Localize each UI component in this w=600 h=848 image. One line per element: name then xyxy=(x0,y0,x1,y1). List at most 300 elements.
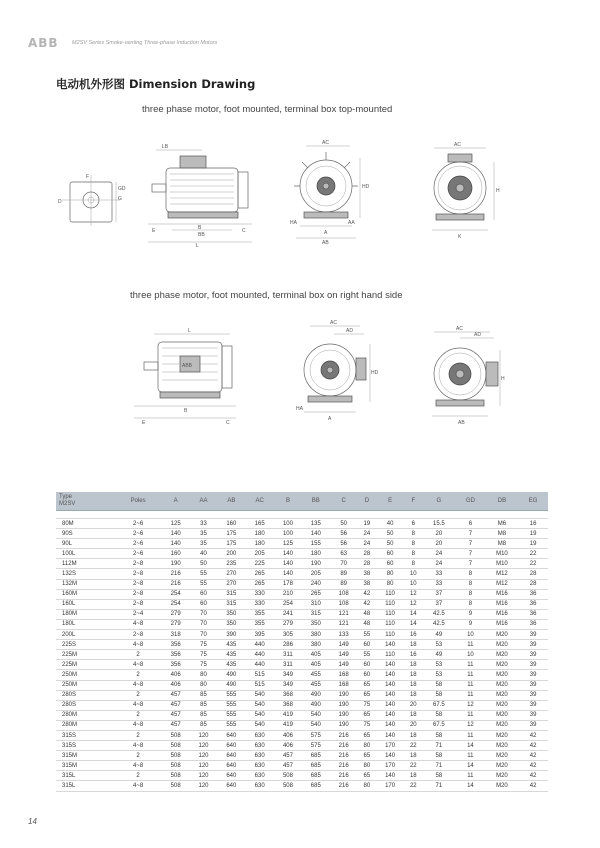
table-cell: 18 xyxy=(404,690,423,700)
table-cell: 457 xyxy=(162,710,190,720)
table-row xyxy=(56,771,548,781)
table-cell: 39 xyxy=(518,720,548,730)
table-cell: 60 xyxy=(358,660,377,670)
table-cell: 36 xyxy=(518,609,548,619)
table-cell: 540 xyxy=(245,710,274,720)
table-cell: 28 xyxy=(358,549,377,559)
label-g: G xyxy=(118,196,122,202)
table-cell: 555 xyxy=(217,690,245,700)
table-cell: 28 xyxy=(518,579,548,589)
table-cell: 39 xyxy=(518,700,548,710)
label-b-bottom: B xyxy=(184,408,188,414)
table-cell: 4~8 xyxy=(114,781,161,791)
table-cell: 395 xyxy=(245,630,274,640)
table-cell: 380 xyxy=(302,640,330,650)
table-cell: 355 xyxy=(245,609,274,619)
table-cell: 20 xyxy=(423,539,456,549)
table-cell: 9 xyxy=(455,609,486,619)
table-cell: 71 xyxy=(423,761,456,771)
table-cell: 440 xyxy=(245,650,274,660)
table-cell: 205 xyxy=(302,569,330,579)
table-cell: 440 xyxy=(245,660,274,670)
table-cell: 457 xyxy=(162,690,190,700)
table-cell: M20 xyxy=(486,741,518,751)
table-cell: 180 xyxy=(245,529,274,539)
table-cell: 110 xyxy=(376,609,404,619)
table-cell: 216 xyxy=(330,741,358,751)
table-cell: 265 xyxy=(245,569,274,579)
table-cell: 6 xyxy=(404,519,423,529)
table-cell: M20 xyxy=(486,670,518,680)
table-cell: 11 xyxy=(455,751,486,761)
table-cell: 140 xyxy=(376,700,404,710)
table-cell: 2 xyxy=(114,771,161,781)
table-cell: 140 xyxy=(274,559,302,569)
table-cell: 508 xyxy=(274,771,302,781)
table-cell: 36 xyxy=(518,619,548,629)
table-cell: 40 xyxy=(376,519,404,529)
table-cell: 120 xyxy=(190,751,218,761)
table-cell: 35 xyxy=(190,529,218,539)
table-cell: 16 xyxy=(404,650,423,660)
table-cell: 349 xyxy=(274,670,302,680)
table-cell: 9 xyxy=(455,619,486,629)
table-cell: 205 xyxy=(245,549,274,559)
table-cell: 110 xyxy=(376,630,404,640)
table-cell: 170 xyxy=(376,741,404,751)
table-cell: 50 xyxy=(376,539,404,549)
table-cell: 457 xyxy=(274,751,302,761)
table-row xyxy=(56,529,548,539)
table-cell: 540 xyxy=(245,690,274,700)
table-cell: 110 xyxy=(376,589,404,599)
col-header-type-top: Type xyxy=(59,494,73,500)
table-cell: 80 xyxy=(358,781,377,791)
col-header: DB xyxy=(486,492,518,511)
table-cell: 70 xyxy=(190,619,218,629)
table-cell: 380 xyxy=(302,630,330,640)
table-cell: 100 xyxy=(274,529,302,539)
table-cell: 60 xyxy=(358,640,377,650)
table-cell: M20 xyxy=(486,680,518,690)
side-view-right-drawing xyxy=(124,326,254,428)
table-cell: 11 xyxy=(455,660,486,670)
table-cell: M20 xyxy=(486,650,518,660)
table-cell: 508 xyxy=(162,741,190,751)
table-cell: 286 xyxy=(274,640,302,650)
shaft-end-view-drawing xyxy=(56,170,126,230)
table-cell: 140 xyxy=(162,529,190,539)
table-cell: 12 xyxy=(455,700,486,710)
table-cell: 140 xyxy=(376,751,404,761)
table-cell: 20 xyxy=(404,720,423,730)
table-cell: 140 xyxy=(376,640,404,650)
table-cell: 685 xyxy=(302,781,330,791)
table-cell: 42 xyxy=(518,771,548,781)
table-cell: 10 xyxy=(404,579,423,589)
table-cell: 67.5 xyxy=(423,700,456,710)
table-cell: 2~8 xyxy=(114,630,161,640)
table-cell: 640 xyxy=(217,751,245,761)
label-ha-right: HA xyxy=(296,406,303,412)
table-cell: 85 xyxy=(190,720,218,730)
table-cell: 18 xyxy=(404,730,423,740)
table-cell: 149 xyxy=(330,660,358,670)
table-cell: 39 xyxy=(518,690,548,700)
label-bb: BB xyxy=(198,232,205,238)
table-cell: 490 xyxy=(217,680,245,690)
table-cell: 7 xyxy=(455,549,486,559)
table-cell: 110 xyxy=(376,599,404,609)
label-e: E xyxy=(152,228,156,234)
table-cell: M16 xyxy=(486,609,518,619)
col-header: C xyxy=(330,492,358,511)
label-a-right: A xyxy=(328,416,332,422)
table-row xyxy=(56,690,548,700)
rear-view-right-drawing xyxy=(420,324,506,428)
table-cell: M20 xyxy=(486,771,518,781)
table-cell: 60 xyxy=(358,670,377,680)
table-cell: M12 xyxy=(486,569,518,579)
table-row xyxy=(56,640,548,650)
table-cell: 2~8 xyxy=(114,559,161,569)
table-cell: 80 xyxy=(190,670,218,680)
table-row xyxy=(56,670,548,680)
table-cell: 125 xyxy=(274,539,302,549)
col-header: BB xyxy=(302,492,330,511)
label-a: A xyxy=(324,230,328,236)
table-cell: 39 xyxy=(518,640,548,650)
table-cell: 265 xyxy=(302,589,330,599)
table-cell: 279 xyxy=(274,619,302,629)
table-cell: 350 xyxy=(302,619,330,629)
table-cell: 180 xyxy=(245,539,274,549)
table-cell: 2 xyxy=(114,690,161,700)
table-cell: 10 xyxy=(404,569,423,579)
table-cell: 216 xyxy=(330,761,358,771)
table-cell: 630 xyxy=(245,741,274,751)
table-cell: 2~6 xyxy=(114,539,161,549)
table-cell: 350 xyxy=(217,609,245,619)
label-e-bottom: E xyxy=(142,420,146,426)
table-cell: 515 xyxy=(245,680,274,690)
table-cell: 140 xyxy=(302,529,330,539)
table-cell: 33 xyxy=(423,569,456,579)
table-cell: M6 xyxy=(486,519,518,529)
table-cell: 120 xyxy=(190,761,218,771)
table-cell: 419 xyxy=(274,720,302,730)
table-cell: 140 xyxy=(376,660,404,670)
table-cell: 190 xyxy=(302,559,330,569)
table-cell: 24 xyxy=(358,529,377,539)
label-c: C xyxy=(242,228,246,234)
table-cell: 457 xyxy=(274,761,302,771)
table-cell: 640 xyxy=(217,761,245,771)
table-cell: 175 xyxy=(217,529,245,539)
table-cell: 4~8 xyxy=(114,660,161,670)
table-cell: 14 xyxy=(455,781,486,791)
abb-logo: ABB xyxy=(28,36,59,50)
type-cell: 90L xyxy=(56,539,114,549)
table-cell: 270 xyxy=(217,579,245,589)
table-cell: 24 xyxy=(358,539,377,549)
table-cell: 36 xyxy=(518,589,548,599)
table-cell: 235 xyxy=(217,559,245,569)
table-cell: 435 xyxy=(217,660,245,670)
table-cell: 49 xyxy=(423,630,456,640)
dimension-table xyxy=(56,492,548,792)
table-cell: 42 xyxy=(358,589,377,599)
table-cell: 140 xyxy=(376,690,404,700)
table-cell: 356 xyxy=(162,650,190,660)
table-cell: 22 xyxy=(404,781,423,791)
table-cell: 60 xyxy=(376,549,404,559)
table-cell: 11 xyxy=(455,680,486,690)
table-cell: 4~8 xyxy=(114,680,161,690)
table-cell: 356 xyxy=(162,660,190,670)
table-cell: 18 xyxy=(404,640,423,650)
table-body xyxy=(56,511,548,792)
col-header: AA xyxy=(190,492,218,511)
label-h: H xyxy=(496,188,500,194)
table-cell: 135 xyxy=(302,519,330,529)
table-cell: 70 xyxy=(190,630,218,640)
table-cell: 575 xyxy=(302,730,330,740)
table-cell: 42 xyxy=(518,730,548,740)
table-cell: 33 xyxy=(423,579,456,589)
type-cell: 250M xyxy=(56,670,114,680)
table-row xyxy=(56,539,548,549)
table-cell: 575 xyxy=(302,741,330,751)
table-cell: 10 xyxy=(455,630,486,640)
table-cell: 121 xyxy=(330,609,358,619)
table-cell: 50 xyxy=(190,559,218,569)
table-cell: 490 xyxy=(302,690,330,700)
table-cell: M10 xyxy=(486,559,518,569)
table-cell: 216 xyxy=(330,751,358,761)
table-cell: 2 xyxy=(114,730,161,740)
type-cell: 315L xyxy=(56,771,114,781)
table-cell: 85 xyxy=(190,690,218,700)
table-cell: 12 xyxy=(404,599,423,609)
table-cell: 8 xyxy=(455,569,486,579)
type-cell: 315S xyxy=(56,730,114,740)
type-cell: 80M xyxy=(56,519,114,529)
table-cell: 508 xyxy=(162,771,190,781)
table-cell: 440 xyxy=(245,640,274,650)
table-row xyxy=(56,519,548,529)
table-cell: 555 xyxy=(217,720,245,730)
table-cell: 515 xyxy=(245,670,274,680)
table-cell: 305 xyxy=(274,630,302,640)
col-header: D xyxy=(358,492,377,511)
table-cell: 160 xyxy=(217,519,245,529)
table-cell: 435 xyxy=(217,640,245,650)
col-header: AC xyxy=(245,492,274,511)
type-cell: 280S xyxy=(56,690,114,700)
table-row xyxy=(56,569,548,579)
table-cell: 80 xyxy=(358,761,377,771)
table-cell: 58 xyxy=(423,730,456,740)
table-cell: 190 xyxy=(330,700,358,710)
type-cell: 315L xyxy=(56,781,114,791)
table-cell: 8 xyxy=(455,599,486,609)
label-ab: AB xyxy=(322,240,329,246)
table-row xyxy=(56,619,548,629)
table-cell: M8 xyxy=(486,529,518,539)
type-cell: 225S xyxy=(56,640,114,650)
type-cell: 280M xyxy=(56,710,114,720)
table-cell: 630 xyxy=(245,761,274,771)
table-cell: 140 xyxy=(376,680,404,690)
table-cell: 70 xyxy=(190,609,218,619)
table-cell: 42 xyxy=(518,761,548,771)
table-cell: 155 xyxy=(302,539,330,549)
table-cell: 2~8 xyxy=(114,569,161,579)
col-header-type-bottom: M2SV xyxy=(59,501,76,507)
table-cell: 110 xyxy=(376,650,404,660)
table-cell: 80 xyxy=(376,569,404,579)
table-cell: 356 xyxy=(162,640,190,650)
table-cell: 2 xyxy=(114,670,161,680)
caption-top-mounted: three phase motor, foot mounted, terminal box top-mounted xyxy=(142,104,393,115)
table-cell: 168 xyxy=(330,680,358,690)
table-cell: 140 xyxy=(376,670,404,680)
table-cell: 241 xyxy=(274,609,302,619)
col-header: GD xyxy=(455,492,486,511)
table-cell: 190 xyxy=(330,690,358,700)
type-cell: 160M xyxy=(56,589,114,599)
type-cell: 280S xyxy=(56,700,114,710)
label-ac: AC xyxy=(322,140,329,146)
table-cell: 7 xyxy=(455,539,486,549)
table-row xyxy=(56,630,548,640)
type-cell: 100L xyxy=(56,549,114,559)
table-cell: 405 xyxy=(302,650,330,660)
table-row xyxy=(56,549,548,559)
table-cell: 12 xyxy=(455,720,486,730)
label-f: F xyxy=(86,174,90,180)
table-cell: 2~4 xyxy=(114,609,161,619)
type-cell: 90S xyxy=(56,529,114,539)
table-cell: 58 xyxy=(423,751,456,761)
table-cell: 8 xyxy=(404,529,423,539)
table-cell: 55 xyxy=(190,569,218,579)
table-row xyxy=(56,720,548,730)
table-cell: 39 xyxy=(518,670,548,680)
table-cell: 70 xyxy=(330,559,358,569)
table-cell: 685 xyxy=(302,761,330,771)
table-cell: 11 xyxy=(455,690,486,700)
table-cell: 240 xyxy=(302,579,330,589)
table-cell: 311 xyxy=(274,650,302,660)
table-cell: 55 xyxy=(358,650,377,660)
label-ac-right: AC xyxy=(330,320,337,326)
label-ad-right: AD xyxy=(346,328,353,334)
table-cell: 216 xyxy=(330,771,358,781)
table-cell: 216 xyxy=(330,730,358,740)
table-cell: 18 xyxy=(404,660,423,670)
table-cell: 216 xyxy=(162,569,190,579)
table-cell: 18 xyxy=(404,670,423,680)
table-cell: 18 xyxy=(404,771,423,781)
table-cell: 140 xyxy=(376,720,404,730)
table-cell: 2 xyxy=(114,751,161,761)
table-cell: 540 xyxy=(245,720,274,730)
table-cell: M20 xyxy=(486,630,518,640)
table-cell: 33 xyxy=(190,519,218,529)
table-cell: 24 xyxy=(423,559,456,569)
label-ab-right: AB xyxy=(458,420,465,426)
table-cell: 170 xyxy=(376,781,404,791)
table-cell: 18 xyxy=(404,680,423,690)
table-cell: 368 xyxy=(274,700,302,710)
table-cell: 55 xyxy=(190,579,218,589)
label-ad-rear-right: AD xyxy=(474,332,481,338)
table-cell: 2~8 xyxy=(114,579,161,589)
table-cell: 405 xyxy=(302,660,330,670)
table-cell: 38 xyxy=(358,579,377,589)
label-ac-rear-right: AC xyxy=(456,326,463,332)
table-cell: 40 xyxy=(190,549,218,559)
table-cell: 175 xyxy=(217,539,245,549)
table-cell: 140 xyxy=(376,710,404,720)
table-cell: 65 xyxy=(358,751,377,761)
label-k: K xyxy=(458,234,462,240)
table-cell: 67.5 xyxy=(423,720,456,730)
table-cell: 63 xyxy=(330,549,358,559)
table-cell: 11 xyxy=(455,670,486,680)
table-cell: 85 xyxy=(190,700,218,710)
caption-right-side: three phase motor, foot mounted, terminal box on right hand side xyxy=(130,290,403,301)
table-cell: 508 xyxy=(274,781,302,791)
table-cell: 180 xyxy=(302,549,330,559)
table-cell: M20 xyxy=(486,700,518,710)
table-cell: 48 xyxy=(358,609,377,619)
type-cell: 250M xyxy=(56,680,114,690)
table-cell: 508 xyxy=(162,781,190,791)
table-cell: 108 xyxy=(330,589,358,599)
type-cell: 315M xyxy=(56,761,114,771)
table-cell: 210 xyxy=(274,589,302,599)
table-cell: 168 xyxy=(330,670,358,680)
table-cell: 508 xyxy=(162,761,190,771)
table-cell: 190 xyxy=(330,720,358,730)
table-cell: 254 xyxy=(162,599,190,609)
table-cell: 311 xyxy=(274,660,302,670)
table-cell: 75 xyxy=(358,720,377,730)
table-row xyxy=(56,741,548,751)
table-cell: 16 xyxy=(404,630,423,640)
table-cell: 149 xyxy=(330,650,358,660)
table-cell: 640 xyxy=(217,741,245,751)
table-cell: 48 xyxy=(358,619,377,629)
table-cell: 58 xyxy=(423,690,456,700)
table-cell: 60 xyxy=(376,559,404,569)
col-header: G xyxy=(423,492,456,511)
table-cell: 555 xyxy=(217,700,245,710)
label-gd: GD xyxy=(118,186,126,192)
table-cell: 12 xyxy=(404,589,423,599)
table-cell: 50 xyxy=(376,529,404,539)
label-b: B xyxy=(198,225,202,231)
table-cell: 125 xyxy=(162,519,190,529)
table-cell: 630 xyxy=(245,751,274,761)
table-cell: 508 xyxy=(162,730,190,740)
col-header: F xyxy=(404,492,423,511)
table-spacer-row xyxy=(56,511,548,519)
table-cell: 540 xyxy=(245,700,274,710)
